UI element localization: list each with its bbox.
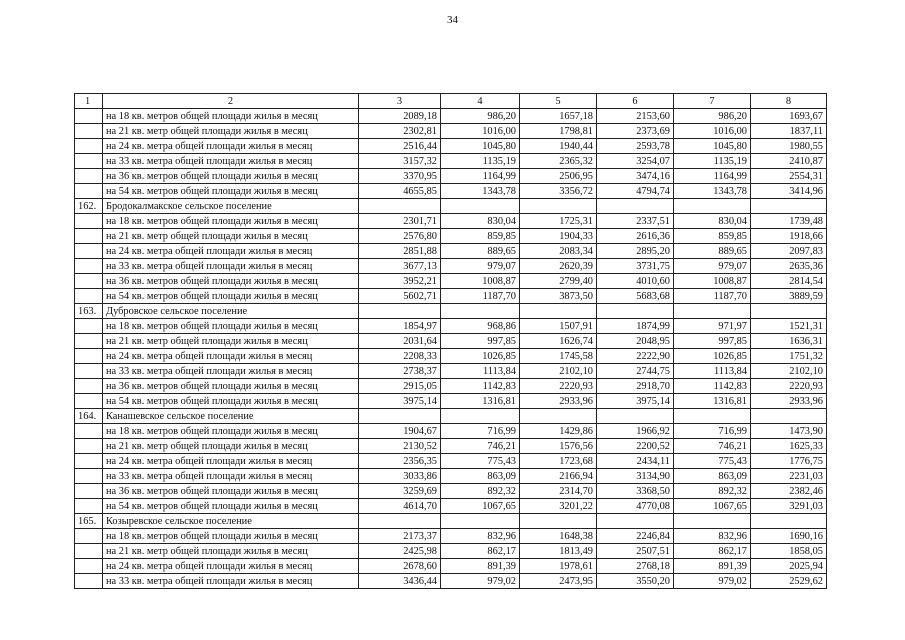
value-cell: 3952,21 bbox=[359, 274, 441, 289]
value-cell: 2200,52 bbox=[597, 439, 674, 454]
value-cell: 1576,56 bbox=[520, 439, 597, 454]
value-cell: 2620,39 bbox=[520, 259, 597, 274]
value-cell: 1016,00 bbox=[441, 124, 520, 139]
value-cell: 892,32 bbox=[441, 484, 520, 499]
empty-cell bbox=[75, 139, 103, 154]
row-label: на 33 кв. метра общей площади жилья в месяц bbox=[103, 469, 359, 484]
value-cell: 3157,32 bbox=[359, 154, 441, 169]
value-cell: 830,04 bbox=[674, 214, 751, 229]
value-cell: 3368,50 bbox=[597, 484, 674, 499]
value-cell: 1142,83 bbox=[441, 379, 520, 394]
value-cell: 1636,31 bbox=[751, 334, 827, 349]
value-cell: 2025,94 bbox=[751, 559, 827, 574]
value-cell: 3731,75 bbox=[597, 259, 674, 274]
value-cell: 3889,59 bbox=[751, 289, 827, 304]
value-cell: 1858,05 bbox=[751, 544, 827, 559]
value-cell: 2506,95 bbox=[520, 169, 597, 184]
empty-cell bbox=[75, 274, 103, 289]
row-label: на 21 кв. метр общей площади жилья в месяц bbox=[103, 229, 359, 244]
table-row bbox=[75, 349, 827, 364]
section-number: 163. bbox=[75, 304, 103, 319]
value-cell: 1904,33 bbox=[520, 229, 597, 244]
value-cell: 2895,20 bbox=[597, 244, 674, 259]
empty-cell bbox=[75, 214, 103, 229]
empty-cell bbox=[75, 169, 103, 184]
row-label: на 54 кв. метров общей площади жилья в месяц bbox=[103, 184, 359, 199]
value-cell: 1690,16 bbox=[751, 529, 827, 544]
empty-cell bbox=[75, 349, 103, 364]
empty-cell bbox=[75, 229, 103, 244]
row-label: на 18 кв. метров общей площади жилья в месяц bbox=[103, 424, 359, 439]
value-cell: 2301,71 bbox=[359, 214, 441, 229]
row-label: на 36 кв. метров общей площади жилья в месяц bbox=[103, 169, 359, 184]
row-label: на 18 кв. метров общей площади жилья в месяц bbox=[103, 529, 359, 544]
empty-cell bbox=[75, 499, 103, 514]
empty-cell bbox=[520, 514, 597, 529]
value-cell: 1026,85 bbox=[441, 349, 520, 364]
table-row bbox=[75, 109, 827, 124]
value-cell: 1837,11 bbox=[751, 124, 827, 139]
value-cell: 775,43 bbox=[674, 454, 751, 469]
empty-cell bbox=[751, 304, 827, 319]
row-label: на 24 кв. метра общей площади жилья в месяц bbox=[103, 139, 359, 154]
value-cell: 2246,84 bbox=[597, 529, 674, 544]
value-cell: 3975,14 bbox=[359, 394, 441, 409]
section-title: Канашевское сельское поселение bbox=[103, 409, 359, 424]
empty-cell bbox=[359, 514, 441, 529]
value-cell: 1164,99 bbox=[441, 169, 520, 184]
value-cell: 1725,31 bbox=[520, 214, 597, 229]
value-cell: 2738,37 bbox=[359, 364, 441, 379]
row-label: на 18 кв. метров общей площади жилья в месяц bbox=[103, 319, 359, 334]
value-cell: 2048,95 bbox=[597, 334, 674, 349]
value-cell: 1067,65 bbox=[674, 499, 751, 514]
value-cell: 1813,49 bbox=[520, 544, 597, 559]
section-row bbox=[75, 199, 827, 214]
value-cell: 716,99 bbox=[441, 424, 520, 439]
value-cell: 1966,92 bbox=[597, 424, 674, 439]
table-row bbox=[75, 154, 827, 169]
column-header: 3 bbox=[359, 94, 441, 109]
value-cell: 1918,66 bbox=[751, 229, 827, 244]
empty-cell bbox=[75, 574, 103, 589]
table-row bbox=[75, 484, 827, 499]
value-cell: 2130,52 bbox=[359, 439, 441, 454]
value-cell: 1113,84 bbox=[441, 364, 520, 379]
empty-cell bbox=[597, 409, 674, 424]
value-cell: 2102,10 bbox=[520, 364, 597, 379]
empty-cell bbox=[75, 244, 103, 259]
section-row bbox=[75, 409, 827, 424]
value-cell: 889,65 bbox=[441, 244, 520, 259]
value-cell: 2102,10 bbox=[751, 364, 827, 379]
value-cell: 2208,33 bbox=[359, 349, 441, 364]
value-cell: 859,85 bbox=[441, 229, 520, 244]
empty-cell bbox=[597, 199, 674, 214]
value-cell: 2153,60 bbox=[597, 109, 674, 124]
table-row bbox=[75, 124, 827, 139]
value-cell: 1026,85 bbox=[674, 349, 751, 364]
value-cell: 2083,34 bbox=[520, 244, 597, 259]
value-cell: 832,96 bbox=[441, 529, 520, 544]
empty-cell bbox=[75, 289, 103, 304]
value-cell: 1343,78 bbox=[441, 184, 520, 199]
empty-cell bbox=[441, 409, 520, 424]
value-cell: 2516,44 bbox=[359, 139, 441, 154]
empty-cell bbox=[674, 304, 751, 319]
section-number: 165. bbox=[75, 514, 103, 529]
value-cell: 2231,03 bbox=[751, 469, 827, 484]
value-cell: 1135,19 bbox=[674, 154, 751, 169]
table-row bbox=[75, 319, 827, 334]
value-cell: 1854,97 bbox=[359, 319, 441, 334]
value-cell: 892,32 bbox=[674, 484, 751, 499]
column-header: 6 bbox=[597, 94, 674, 109]
value-cell: 4770,08 bbox=[597, 499, 674, 514]
value-cell: 2635,36 bbox=[751, 259, 827, 274]
value-cell: 986,20 bbox=[441, 109, 520, 124]
empty-cell bbox=[441, 199, 520, 214]
value-cell: 2593,78 bbox=[597, 139, 674, 154]
empty-cell bbox=[441, 304, 520, 319]
section-title: Дубровское сельское поселение bbox=[103, 304, 359, 319]
empty-cell bbox=[520, 199, 597, 214]
empty-cell bbox=[75, 379, 103, 394]
table-row bbox=[75, 184, 827, 199]
value-cell: 1751,32 bbox=[751, 349, 827, 364]
value-cell: 5683,68 bbox=[597, 289, 674, 304]
value-cell: 3291,03 bbox=[751, 499, 827, 514]
value-cell: 891,39 bbox=[674, 559, 751, 574]
value-cell: 2933,96 bbox=[751, 394, 827, 409]
value-cell: 1045,80 bbox=[441, 139, 520, 154]
value-cell: 997,85 bbox=[674, 334, 751, 349]
value-cell: 2337,51 bbox=[597, 214, 674, 229]
value-cell: 4614,70 bbox=[359, 499, 441, 514]
table-row bbox=[75, 439, 827, 454]
table-row bbox=[75, 139, 827, 154]
column-header: 1 bbox=[75, 94, 103, 109]
value-cell: 1316,81 bbox=[441, 394, 520, 409]
empty-cell bbox=[359, 409, 441, 424]
value-cell: 2166,94 bbox=[520, 469, 597, 484]
table-row bbox=[75, 364, 827, 379]
value-cell: 2365,32 bbox=[520, 154, 597, 169]
value-cell: 2616,36 bbox=[597, 229, 674, 244]
value-cell: 3414,96 bbox=[751, 184, 827, 199]
value-cell: 2529,62 bbox=[751, 574, 827, 589]
value-cell: 1874,99 bbox=[597, 319, 674, 334]
empty-cell bbox=[75, 529, 103, 544]
empty-cell bbox=[75, 439, 103, 454]
value-cell: 891,39 bbox=[441, 559, 520, 574]
value-cell: 716,99 bbox=[674, 424, 751, 439]
empty-cell bbox=[359, 199, 441, 214]
section-number: 164. bbox=[75, 409, 103, 424]
value-cell: 1316,81 bbox=[674, 394, 751, 409]
value-cell: 1648,38 bbox=[520, 529, 597, 544]
value-cell: 2799,40 bbox=[520, 274, 597, 289]
row-label: на 21 кв. метр общей площади жилья в месяц bbox=[103, 334, 359, 349]
table-row bbox=[75, 274, 827, 289]
value-cell: 1693,67 bbox=[751, 109, 827, 124]
value-cell: 2220,93 bbox=[751, 379, 827, 394]
value-cell: 2425,98 bbox=[359, 544, 441, 559]
value-cell: 3474,16 bbox=[597, 169, 674, 184]
column-header: 2 bbox=[103, 94, 359, 109]
table-row bbox=[75, 424, 827, 439]
row-label: на 18 кв. метров общей площади жилья в месяц bbox=[103, 109, 359, 124]
row-label: на 18 кв. метров общей площади жилья в месяц bbox=[103, 214, 359, 229]
value-cell: 971,97 bbox=[674, 319, 751, 334]
empty-cell bbox=[520, 304, 597, 319]
column-header: 8 bbox=[751, 94, 827, 109]
value-cell: 2915,05 bbox=[359, 379, 441, 394]
value-cell: 2222,90 bbox=[597, 349, 674, 364]
value-cell: 3259,69 bbox=[359, 484, 441, 499]
column-header: 7 bbox=[674, 94, 751, 109]
table-row bbox=[75, 469, 827, 484]
value-cell: 3436,44 bbox=[359, 574, 441, 589]
value-cell: 830,04 bbox=[441, 214, 520, 229]
value-cell: 1164,99 bbox=[674, 169, 751, 184]
value-cell: 775,43 bbox=[441, 454, 520, 469]
value-cell: 4655,85 bbox=[359, 184, 441, 199]
empty-cell bbox=[441, 514, 520, 529]
section-row bbox=[75, 304, 827, 319]
value-cell: 1473,90 bbox=[751, 424, 827, 439]
value-cell: 2678,60 bbox=[359, 559, 441, 574]
value-cell: 979,07 bbox=[441, 259, 520, 274]
value-cell: 3873,50 bbox=[520, 289, 597, 304]
value-cell: 1429,86 bbox=[520, 424, 597, 439]
value-cell: 2220,93 bbox=[520, 379, 597, 394]
row-label: на 36 кв. метров общей площади жилья в месяц bbox=[103, 274, 359, 289]
empty-cell bbox=[674, 409, 751, 424]
row-label: на 24 кв. метра общей площади жилья в месяц bbox=[103, 349, 359, 364]
value-cell: 3134,90 bbox=[597, 469, 674, 484]
table-row bbox=[75, 379, 827, 394]
value-cell: 1745,58 bbox=[520, 349, 597, 364]
table-row bbox=[75, 499, 827, 514]
empty-cell bbox=[674, 514, 751, 529]
table-row bbox=[75, 229, 827, 244]
empty-cell bbox=[597, 304, 674, 319]
value-cell: 1142,83 bbox=[674, 379, 751, 394]
value-cell: 1016,00 bbox=[674, 124, 751, 139]
value-cell: 1626,74 bbox=[520, 334, 597, 349]
section-title: Козыревское сельское поселение bbox=[103, 514, 359, 529]
row-label: на 36 кв. метров общей площади жилья в месяц bbox=[103, 484, 359, 499]
table-row bbox=[75, 214, 827, 229]
value-cell: 1723,68 bbox=[520, 454, 597, 469]
value-cell: 2382,46 bbox=[751, 484, 827, 499]
value-cell: 746,21 bbox=[441, 439, 520, 454]
value-cell: 1776,75 bbox=[751, 454, 827, 469]
value-cell: 3370,95 bbox=[359, 169, 441, 184]
column-header-row bbox=[75, 94, 827, 109]
value-cell: 3254,07 bbox=[597, 154, 674, 169]
empty-cell bbox=[597, 514, 674, 529]
empty-cell bbox=[75, 259, 103, 274]
row-label: на 54 кв. метров общей площади жилья в месяц bbox=[103, 394, 359, 409]
row-label: на 21 кв. метр общей площади жилья в месяц bbox=[103, 544, 359, 559]
page-number: 34 bbox=[447, 14, 458, 26]
row-label: на 21 кв. метр общей площади жилья в месяц bbox=[103, 124, 359, 139]
section-number: 162. bbox=[75, 199, 103, 214]
table-row bbox=[75, 559, 827, 574]
row-label: на 24 кв. метра общей площади жилья в месяц bbox=[103, 559, 359, 574]
empty-cell bbox=[75, 109, 103, 124]
value-cell: 1507,91 bbox=[520, 319, 597, 334]
empty-cell bbox=[75, 394, 103, 409]
value-cell: 1343,78 bbox=[674, 184, 751, 199]
value-cell: 1067,65 bbox=[441, 499, 520, 514]
empty-cell bbox=[75, 424, 103, 439]
value-cell: 2173,37 bbox=[359, 529, 441, 544]
value-cell: 1940,44 bbox=[520, 139, 597, 154]
column-header: 4 bbox=[441, 94, 520, 109]
value-cell: 1187,70 bbox=[674, 289, 751, 304]
value-cell: 4010,60 bbox=[597, 274, 674, 289]
table-row bbox=[75, 574, 827, 589]
value-cell: 1904,67 bbox=[359, 424, 441, 439]
table-row bbox=[75, 289, 827, 304]
empty-cell bbox=[674, 199, 751, 214]
empty-cell bbox=[751, 199, 827, 214]
value-cell: 3033,86 bbox=[359, 469, 441, 484]
value-cell: 2031,64 bbox=[359, 334, 441, 349]
table-row bbox=[75, 394, 827, 409]
value-cell: 2768,18 bbox=[597, 559, 674, 574]
value-cell: 986,20 bbox=[674, 109, 751, 124]
empty-cell bbox=[359, 304, 441, 319]
value-cell: 997,85 bbox=[441, 334, 520, 349]
value-cell: 2814,54 bbox=[751, 274, 827, 289]
row-label: на 54 кв. метров общей площади жилья в месяц bbox=[103, 499, 359, 514]
value-cell: 1521,31 bbox=[751, 319, 827, 334]
value-cell: 2507,51 bbox=[597, 544, 674, 559]
table-row bbox=[75, 334, 827, 349]
value-cell: 979,02 bbox=[441, 574, 520, 589]
value-cell: 2744,75 bbox=[597, 364, 674, 379]
section-title: Бродокалмакское сельское поселение bbox=[103, 199, 359, 214]
empty-cell bbox=[75, 364, 103, 379]
table-row bbox=[75, 529, 827, 544]
empty-cell bbox=[75, 559, 103, 574]
value-cell: 1008,87 bbox=[674, 274, 751, 289]
value-cell: 863,09 bbox=[674, 469, 751, 484]
value-cell: 1980,55 bbox=[751, 139, 827, 154]
value-cell: 1739,48 bbox=[751, 214, 827, 229]
value-cell: 2356,35 bbox=[359, 454, 441, 469]
row-label: на 21 кв. метр общей площади жилья в месяц bbox=[103, 439, 359, 454]
section-row bbox=[75, 514, 827, 529]
value-cell: 746,21 bbox=[674, 439, 751, 454]
row-label: на 36 кв. метров общей площади жилья в месяц bbox=[103, 379, 359, 394]
value-cell: 862,17 bbox=[441, 544, 520, 559]
tariff-table bbox=[74, 93, 827, 589]
value-cell: 859,85 bbox=[674, 229, 751, 244]
value-cell: 862,17 bbox=[674, 544, 751, 559]
empty-cell bbox=[75, 154, 103, 169]
empty-cell bbox=[520, 409, 597, 424]
empty-cell bbox=[75, 544, 103, 559]
row-label: на 33 кв. метра общей площади жилья в месяц bbox=[103, 259, 359, 274]
row-label: на 33 кв. метра общей площади жилья в месяц bbox=[103, 574, 359, 589]
empty-cell bbox=[75, 124, 103, 139]
value-cell: 2851,88 bbox=[359, 244, 441, 259]
row-label: на 33 кв. метра общей площади жилья в месяц bbox=[103, 364, 359, 379]
value-cell: 979,02 bbox=[674, 574, 751, 589]
value-cell: 1978,61 bbox=[520, 559, 597, 574]
value-cell: 2918,70 bbox=[597, 379, 674, 394]
value-cell: 2410,87 bbox=[751, 154, 827, 169]
empty-cell bbox=[75, 469, 103, 484]
empty-cell bbox=[751, 409, 827, 424]
empty-cell bbox=[751, 514, 827, 529]
value-cell: 2097,83 bbox=[751, 244, 827, 259]
column-header: 5 bbox=[520, 94, 597, 109]
value-cell: 1045,80 bbox=[674, 139, 751, 154]
value-cell: 968,86 bbox=[441, 319, 520, 334]
value-cell: 2554,31 bbox=[751, 169, 827, 184]
empty-cell bbox=[75, 334, 103, 349]
value-cell: 2373,69 bbox=[597, 124, 674, 139]
table-row bbox=[75, 544, 827, 559]
value-cell: 1657,18 bbox=[520, 109, 597, 124]
value-cell: 3677,13 bbox=[359, 259, 441, 274]
empty-cell bbox=[75, 484, 103, 499]
empty-cell bbox=[75, 319, 103, 334]
value-cell: 889,65 bbox=[674, 244, 751, 259]
row-label: на 54 кв. метров общей площади жилья в месяц bbox=[103, 289, 359, 304]
value-cell: 3550,20 bbox=[597, 574, 674, 589]
empty-cell bbox=[75, 454, 103, 469]
table-row bbox=[75, 454, 827, 469]
row-label: на 24 кв. метра общей площади жилья в месяц bbox=[103, 244, 359, 259]
value-cell: 832,96 bbox=[674, 529, 751, 544]
value-cell: 1135,19 bbox=[441, 154, 520, 169]
value-cell: 3975,14 bbox=[597, 394, 674, 409]
value-cell: 863,09 bbox=[441, 469, 520, 484]
value-cell: 1187,70 bbox=[441, 289, 520, 304]
table-row bbox=[75, 244, 827, 259]
value-cell: 1798,81 bbox=[520, 124, 597, 139]
value-cell: 979,07 bbox=[674, 259, 751, 274]
value-cell: 1113,84 bbox=[674, 364, 751, 379]
row-label: на 33 кв. метра общей площади жилья в месяц bbox=[103, 154, 359, 169]
value-cell: 2089,18 bbox=[359, 109, 441, 124]
value-cell: 2314,70 bbox=[520, 484, 597, 499]
value-cell: 2933,96 bbox=[520, 394, 597, 409]
value-cell: 2434,11 bbox=[597, 454, 674, 469]
empty-cell bbox=[75, 184, 103, 199]
table-row bbox=[75, 259, 827, 274]
value-cell: 1625,33 bbox=[751, 439, 827, 454]
value-cell: 3356,72 bbox=[520, 184, 597, 199]
value-cell: 2302,81 bbox=[359, 124, 441, 139]
value-cell: 5602,71 bbox=[359, 289, 441, 304]
value-cell: 3201,22 bbox=[520, 499, 597, 514]
table-row bbox=[75, 169, 827, 184]
row-label: на 24 кв. метра общей площади жилья в месяц bbox=[103, 454, 359, 469]
value-cell: 4794,74 bbox=[597, 184, 674, 199]
value-cell: 1008,87 bbox=[441, 274, 520, 289]
value-cell: 2576,80 bbox=[359, 229, 441, 244]
value-cell: 2473,95 bbox=[520, 574, 597, 589]
